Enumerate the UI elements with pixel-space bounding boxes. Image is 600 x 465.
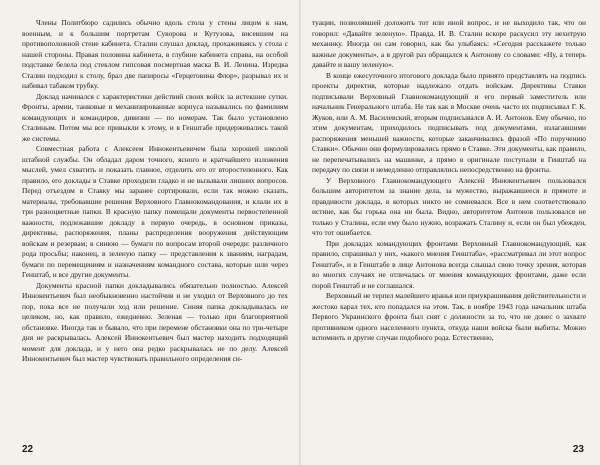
page-number-right: 23: [572, 444, 584, 455]
paragraph: Верховный не терпел малейшего вранья или приукрашивания действительности и жестоко карал тех, кто попадался на этом. Так, в ноябре 1943 года начальник штаба Первого Украинского фронта был снят с должности за то, что не донес о захвате противником одного населенного пункта, откуда наши войска были выбиты. Можно вспомнить и другие случаи подобного рода. Естественно,: [312, 291, 586, 342]
paragraph: Члены Политбюро садились обычно вдоль стола у стены лицом к нам, военным, и к большим портретам Суворова и Кутузова, висевшим на противоположной стене кабинета. Сталин слушал доклад, прохаживаясь у стола с нашей стороны. Правая половина кабинета, в глубине кабинета справа, на особой подставке белела под стеклом гипсовая посмертная маска В. И. Ленина. Изредка Сталин подходил к столу, брал две папиросы «Герцеговина Флор», разрывал их и набивал табаком трубку.: [22, 18, 288, 90]
paragraph: При докладах командующих фронтами Верховный Главнокомандующий, как правило, спрашивал у них, «какого мнения Генштаба», «рассматривал ли этот вопрос Генштаб», и в Генштабе в лице Антонова всегда слышал свою точку зрения, которая во многих случаях не отличалась от мнения командующих фронтами, даже если порой Генштаб и не соглашался.: [312, 238, 586, 290]
right-page: [300, 0, 600, 465]
paragraph: У Верховного Главнокомандующего Алексей Иннокентьевич пользовался большим авторитетом за знание дела, за мужество, выражавшееся в прямоте и правдивости доклада, в которых никто не сомневался. Все в нем соответствовало истине, как бы горька она ни была. Видно, авторитетом Антонов пользовался не только у Сталина, если ему было нужно, возражать Сталину и, если он был убежден, что тот ошибается.: [312, 175, 586, 237]
page-number-left: 22: [22, 444, 34, 455]
left-page-text: [22, 18, 288, 365]
paragraph: Доклад начинался с характеристики действий своих войск за истекшие сутки. Фронты, армии, танковые и механизированные корпуса назывались по фамилиям командующих и командиров, дивизии — по номерам. Так было установлено Сталиным. Потом мы все привыкли к этому, и в Генштабе придерживались такой же системы.: [22, 91, 288, 143]
paragraph: туации, позволявшей доложить тот или иной вопрос, и не выходило так, что он говорил: «Давайте зеленую». Правда, И. В. Сталин вскоре раскусил эту нехитрую механику. Иногда он сам говорил, как бы улыбаясь: «Сегодня расскажете только важные документы», а в другой раз обращался к Антонову со словами: «Ну, а теперь давайте и вашу зеленую».: [312, 18, 586, 69]
paragraph: Документы красной папки докладывались обязательно полностью. Алексей Иннокентьевич был необыкновенно настойчив и не уходил от Верховного до тех пор, пока все не получали ход или решение. Синяя папка докладывалась не целиком, но, как правило, ежедневно. Зеленая — только при благоприятной обстановке. Иногда так и бывало, что при перемене обстановки она по три-четыре дня не раскрывалась. Алексей Иннокентьевич был мастер находить подходящий момент для доклада, и у него она редко раскрывалась не по делу. Алексей Иннокентьевич был мастер чувствовать правильного определения си-: [22, 280, 288, 363]
paragraph: В конце ежесуточного итогового доклада было принято представлять на подпись проекты директив, которые надлежало отдать войскам. Директивы Ставки подписывали Верховный Главнокомандующий и его первый заместитель или начальник Генерального штаба. Не так как в Москве очень часто их подписывал Г. К. Жуков, или А. М. Василевский, вторым подписывался А. И. Антонов. Ему обычно, по этим документам, приходилось подписывать под документами, излагавшими распоряжения меньшей важности, которые заканчивались фразой «По поручению Ставки». Обычно они формулировались прямо в Ставке. Эти документы, как правило, не перепечатывались на машинке, а прямо в оригинале поступали в Генштаб на передачу по связи и немедленно отправлялись непосредственно на фронты.: [312, 70, 586, 174]
right-page-text: [312, 18, 586, 344]
paragraph: Совместная работа с Алексеем Иннокентьевичем была хорошей школой штабной службы. Он обладал даром точного, ясного и кратчайшего изложения мыслей, умел схватить и показать главное, отделить его от второстепенного. Как правило, его доклады в Ставке проходили гладко и не вызывали лишних вопросов. Перед отъездом в Ставку мы заранее сортировали, если так можно сказать, материалы, требовавшие решения Верховного Главнокомандования, и клали их в три разноцветные папки. В красную папку помещали документы первостепенной важности, подлежавшие докладу в первую очередь, в основном приказы, директивы, распоряжения, планы распределения вооружения действующим войскам и резервам; в синюю — бумаги по вопросам второй очереди: различного рода просьбы; наконец, в зеленую папку — представления к званиям, наградам, бумаги по перемещениям и назначениям командного состава, которые шли через Генштаб, и все другие документы.: [22, 144, 288, 279]
